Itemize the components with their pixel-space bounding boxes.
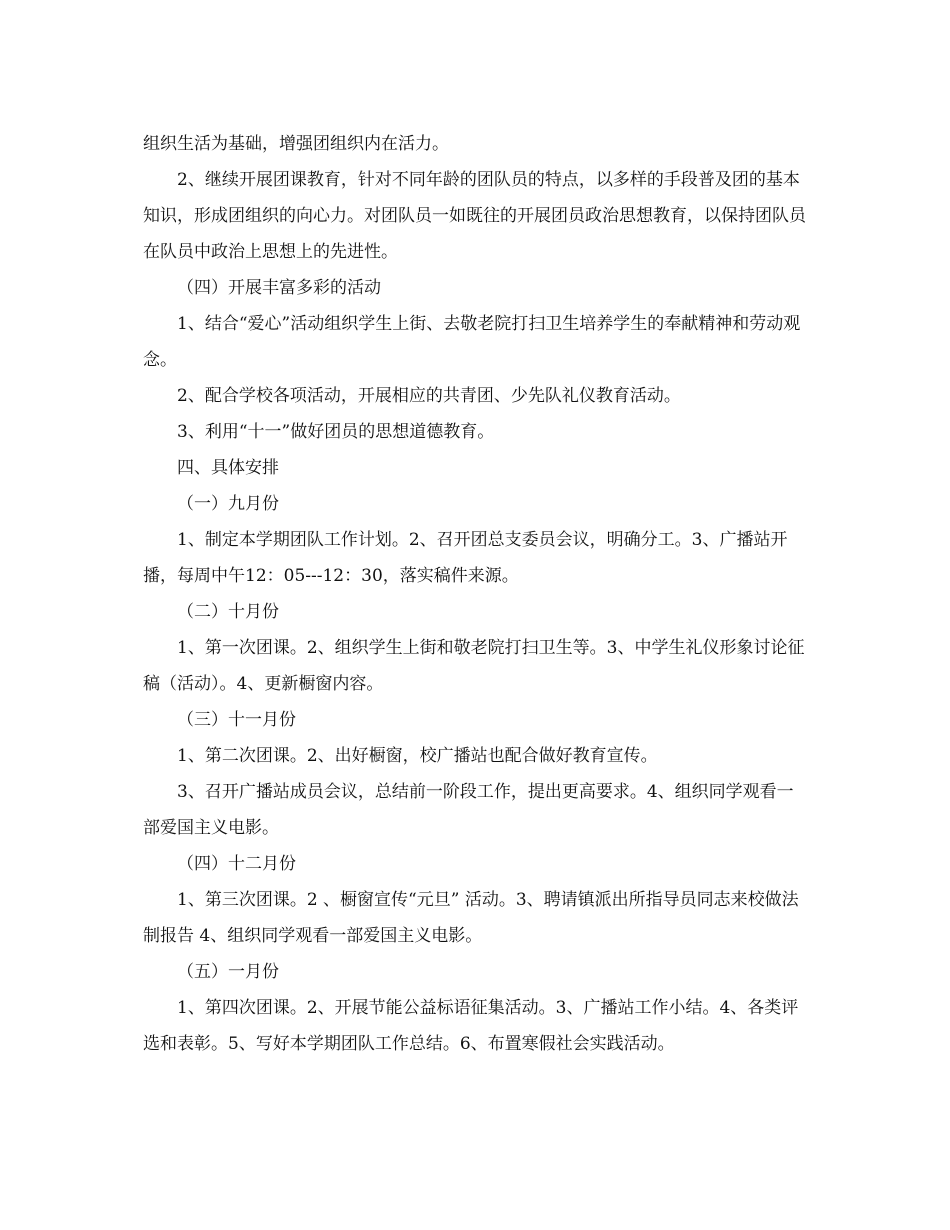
paragraph: 3、召开广播站成员会议，总结前一阶段工作，提出更高要求。4、组织同学观看一部爱国主义电影。 bbox=[143, 782, 794, 838]
subsection-heading: （五）一月份 bbox=[177, 962, 279, 982]
section-heading: 四、具体安排 bbox=[177, 458, 279, 478]
paragraph: 2、配合学校各项活动，开展相应的共青团、少先队礼仪教育活动。 bbox=[177, 386, 681, 406]
paragraph: 1、第四次团课。2、开展节能公益标语征集活动。3、广播站工作小结。4、各类评选和表彰。5、写好本学期团队工作总结。6、布置寒假社会实践活动。 bbox=[143, 998, 799, 1054]
paragraph: 1、第一次团课。2、组织学生上街和敬老院打扫卫生等。3、中学生礼仪形象讨论征稿（活动）。4、更新橱窗内容。 bbox=[143, 638, 805, 694]
paragraph: 1、制定本学期团队工作计划。2、召开团总支委员会议，明确分工。3、广播站开播，每周中午12：05---12：30，落实稿件来源。 bbox=[143, 530, 788, 586]
section-heading: （四）开展丰富多彩的活动 bbox=[177, 278, 381, 298]
subsection-heading: （一）九月份 bbox=[177, 494, 279, 514]
document-body bbox=[143, 126, 807, 1062]
paragraph: 2、继续开展团课教育，针对不同年龄的团队员的特点，以多样的手段普及团的基本知识，形成团组织的向心力。对团队员一如既往的开展团员政治思想教育，以保持团队员在队员中政治上思想上的先进性。 bbox=[143, 170, 806, 262]
paragraph: 1、结合“爱心”活动组织学生上街、去敬老院打扫卫生培养学生的奉献精神和劳动观念。 bbox=[143, 314, 801, 370]
subsection-heading: （三）十一月份 bbox=[177, 710, 296, 730]
subsection-heading: （四）十二月份 bbox=[177, 854, 296, 874]
paragraph: 1、第二次团课。2、出好橱窗，校广播站也配合做好教育宣传。 bbox=[177, 746, 658, 766]
paragraph: 1、第三次团课。2 、橱窗宣传“元旦” 活动。3、聘请镇派出所指导员同志来校做法制报告 4、组织同学观看一部爱国主义电影。 bbox=[143, 890, 799, 946]
paragraph: 3、利用“十一”做好团员的思想道德教育。 bbox=[177, 422, 495, 442]
subsection-heading: （二）十月份 bbox=[177, 602, 279, 622]
paragraph: 组织生活为基础，增强团组织内在活力。 bbox=[143, 134, 449, 154]
